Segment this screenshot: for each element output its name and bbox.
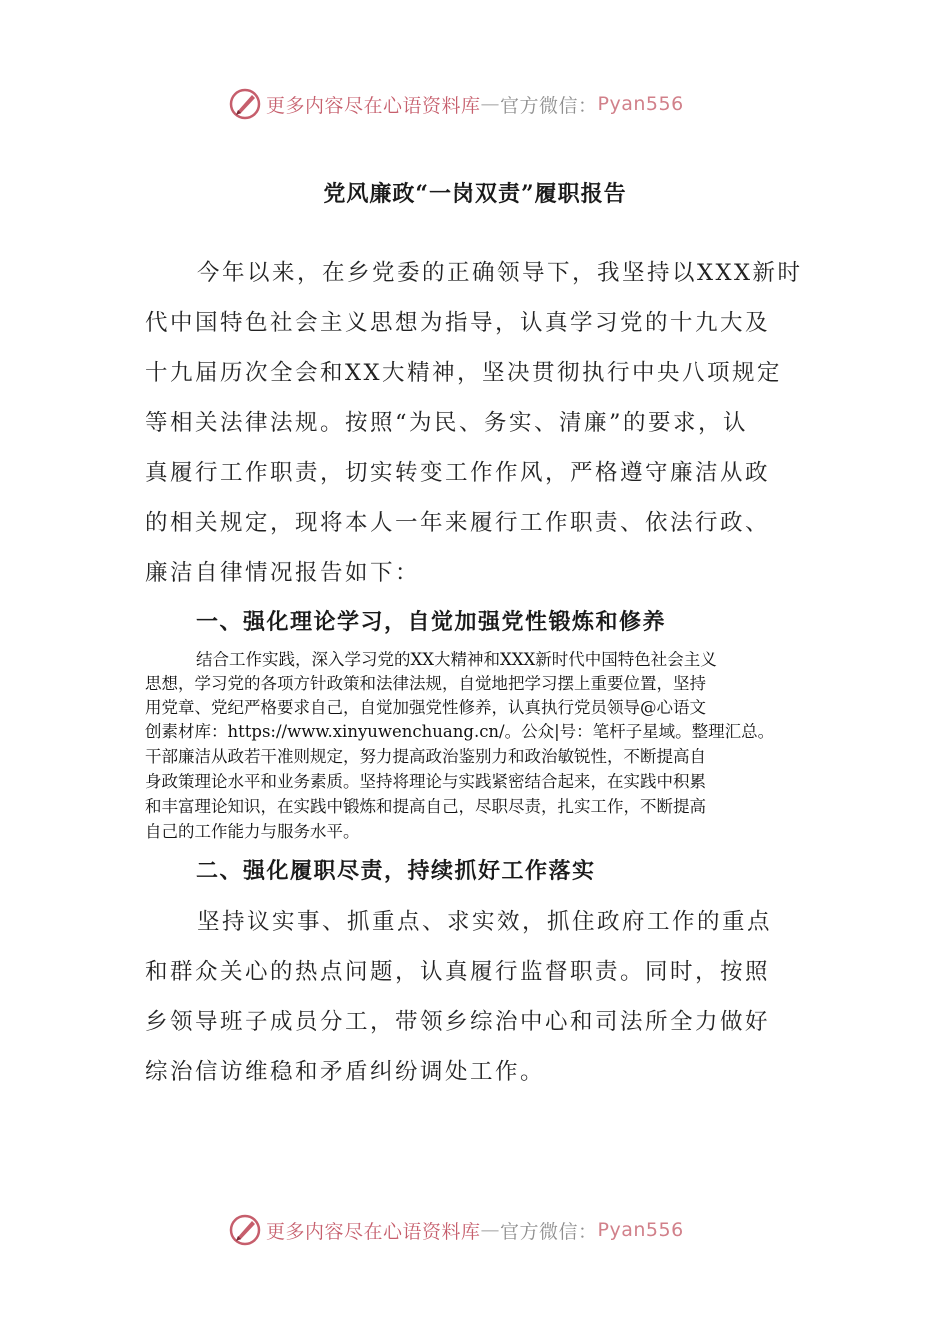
section-1-line: 结合工作实践，深入学习党的XX大精神和XXX新时代中国特色社会主义 xyxy=(196,650,717,669)
watermark-wechat-id: Pyan556 xyxy=(597,93,684,115)
intro-line: 等相关法律法规。按照“为民、务实、清廉”的要求，认 xyxy=(145,410,749,436)
section-2-line: 乡领导班子成员分工，带领乡综治中心和司法所全力做好 xyxy=(145,1009,771,1035)
intro-line: 十九届历次全会和XX大精神，坚决贯彻执行中央八项规定 xyxy=(145,360,783,386)
section-1-line: 干部廉洁从政若干准则规定，努力提高政治鉴别力和政治敏锐性，不断提高自 xyxy=(145,747,706,766)
intro-line: 真履行工作职责，切实转变工作作风，严格遵守廉洁从政 xyxy=(145,460,771,486)
section-1-heading: 一、强化理论学习，自觉加强党性锻炼和修养 xyxy=(196,609,667,635)
section-1-line: 用党章、党纪严格要求自己，自觉加强党性修养，认真执行党员领导@心语文 xyxy=(145,698,706,717)
intro-line: 代中国特色社会主义思想为指导，认真学习党的十九大及 xyxy=(145,310,771,336)
section-1-line: 创素材库：https://www.xinyuwenchuang.cn/。公众|号：笔杆子星域。整理汇总。 xyxy=(145,722,775,741)
watermark-footer xyxy=(228,1210,684,1250)
watermark-brand: 更多内容尽在心语资料库 xyxy=(266,94,481,117)
document-title: 党风廉政“一岗双责”履职报告 xyxy=(323,181,627,207)
watermark-separator: — xyxy=(480,93,501,115)
watermark-header xyxy=(228,84,684,124)
section-2-heading: 二、强化履职尽责，持续抓好工作落实 xyxy=(196,858,596,884)
intro-line: 廉洁自律情况报告如下： xyxy=(145,560,421,586)
section-1-line: 思想，学习党的各项方针政策和法律法规，自觉地把学习摆上重要位置，坚持 xyxy=(145,674,706,693)
section-1-line: 和丰富理论知识，在实践中锻炼和提高自己，尽职尽责，扎实工作，不断提高 xyxy=(145,797,706,816)
watermark-separator: — xyxy=(480,1219,501,1241)
pen-logo-icon xyxy=(228,1213,262,1247)
intro-line: 的相关规定，现将本人一年来履行工作职责、依法行政、 xyxy=(145,510,771,536)
watermark-wechat-id: Pyan556 xyxy=(597,1219,684,1241)
section-1-line: 身政策理论水平和业务素质。坚持将理论与实践紧密结合起来，在实践中积累 xyxy=(145,772,706,791)
watermark-label: 官方微信： xyxy=(500,1220,598,1243)
watermark-brand: 更多内容尽在心语资料库 xyxy=(266,1220,481,1243)
section-2-line: 综治信访维稳和矛盾纠纷调处工作。 xyxy=(145,1059,546,1085)
intro-line: 今年以来，在乡党委的正确领导下，我坚持以XXX新时 xyxy=(197,260,803,286)
section-1-line: 自己的工作能力与服务水平。 xyxy=(145,822,360,841)
section-2-line: 坚持议实事、抓重点、求实效，抓住政府工作的重点 xyxy=(197,909,773,935)
pen-logo-icon xyxy=(228,87,262,121)
section-2-line: 和群众关心的热点问题，认真履行监督职责。同时，按照 xyxy=(145,959,771,985)
watermark-label: 官方微信： xyxy=(500,94,598,117)
